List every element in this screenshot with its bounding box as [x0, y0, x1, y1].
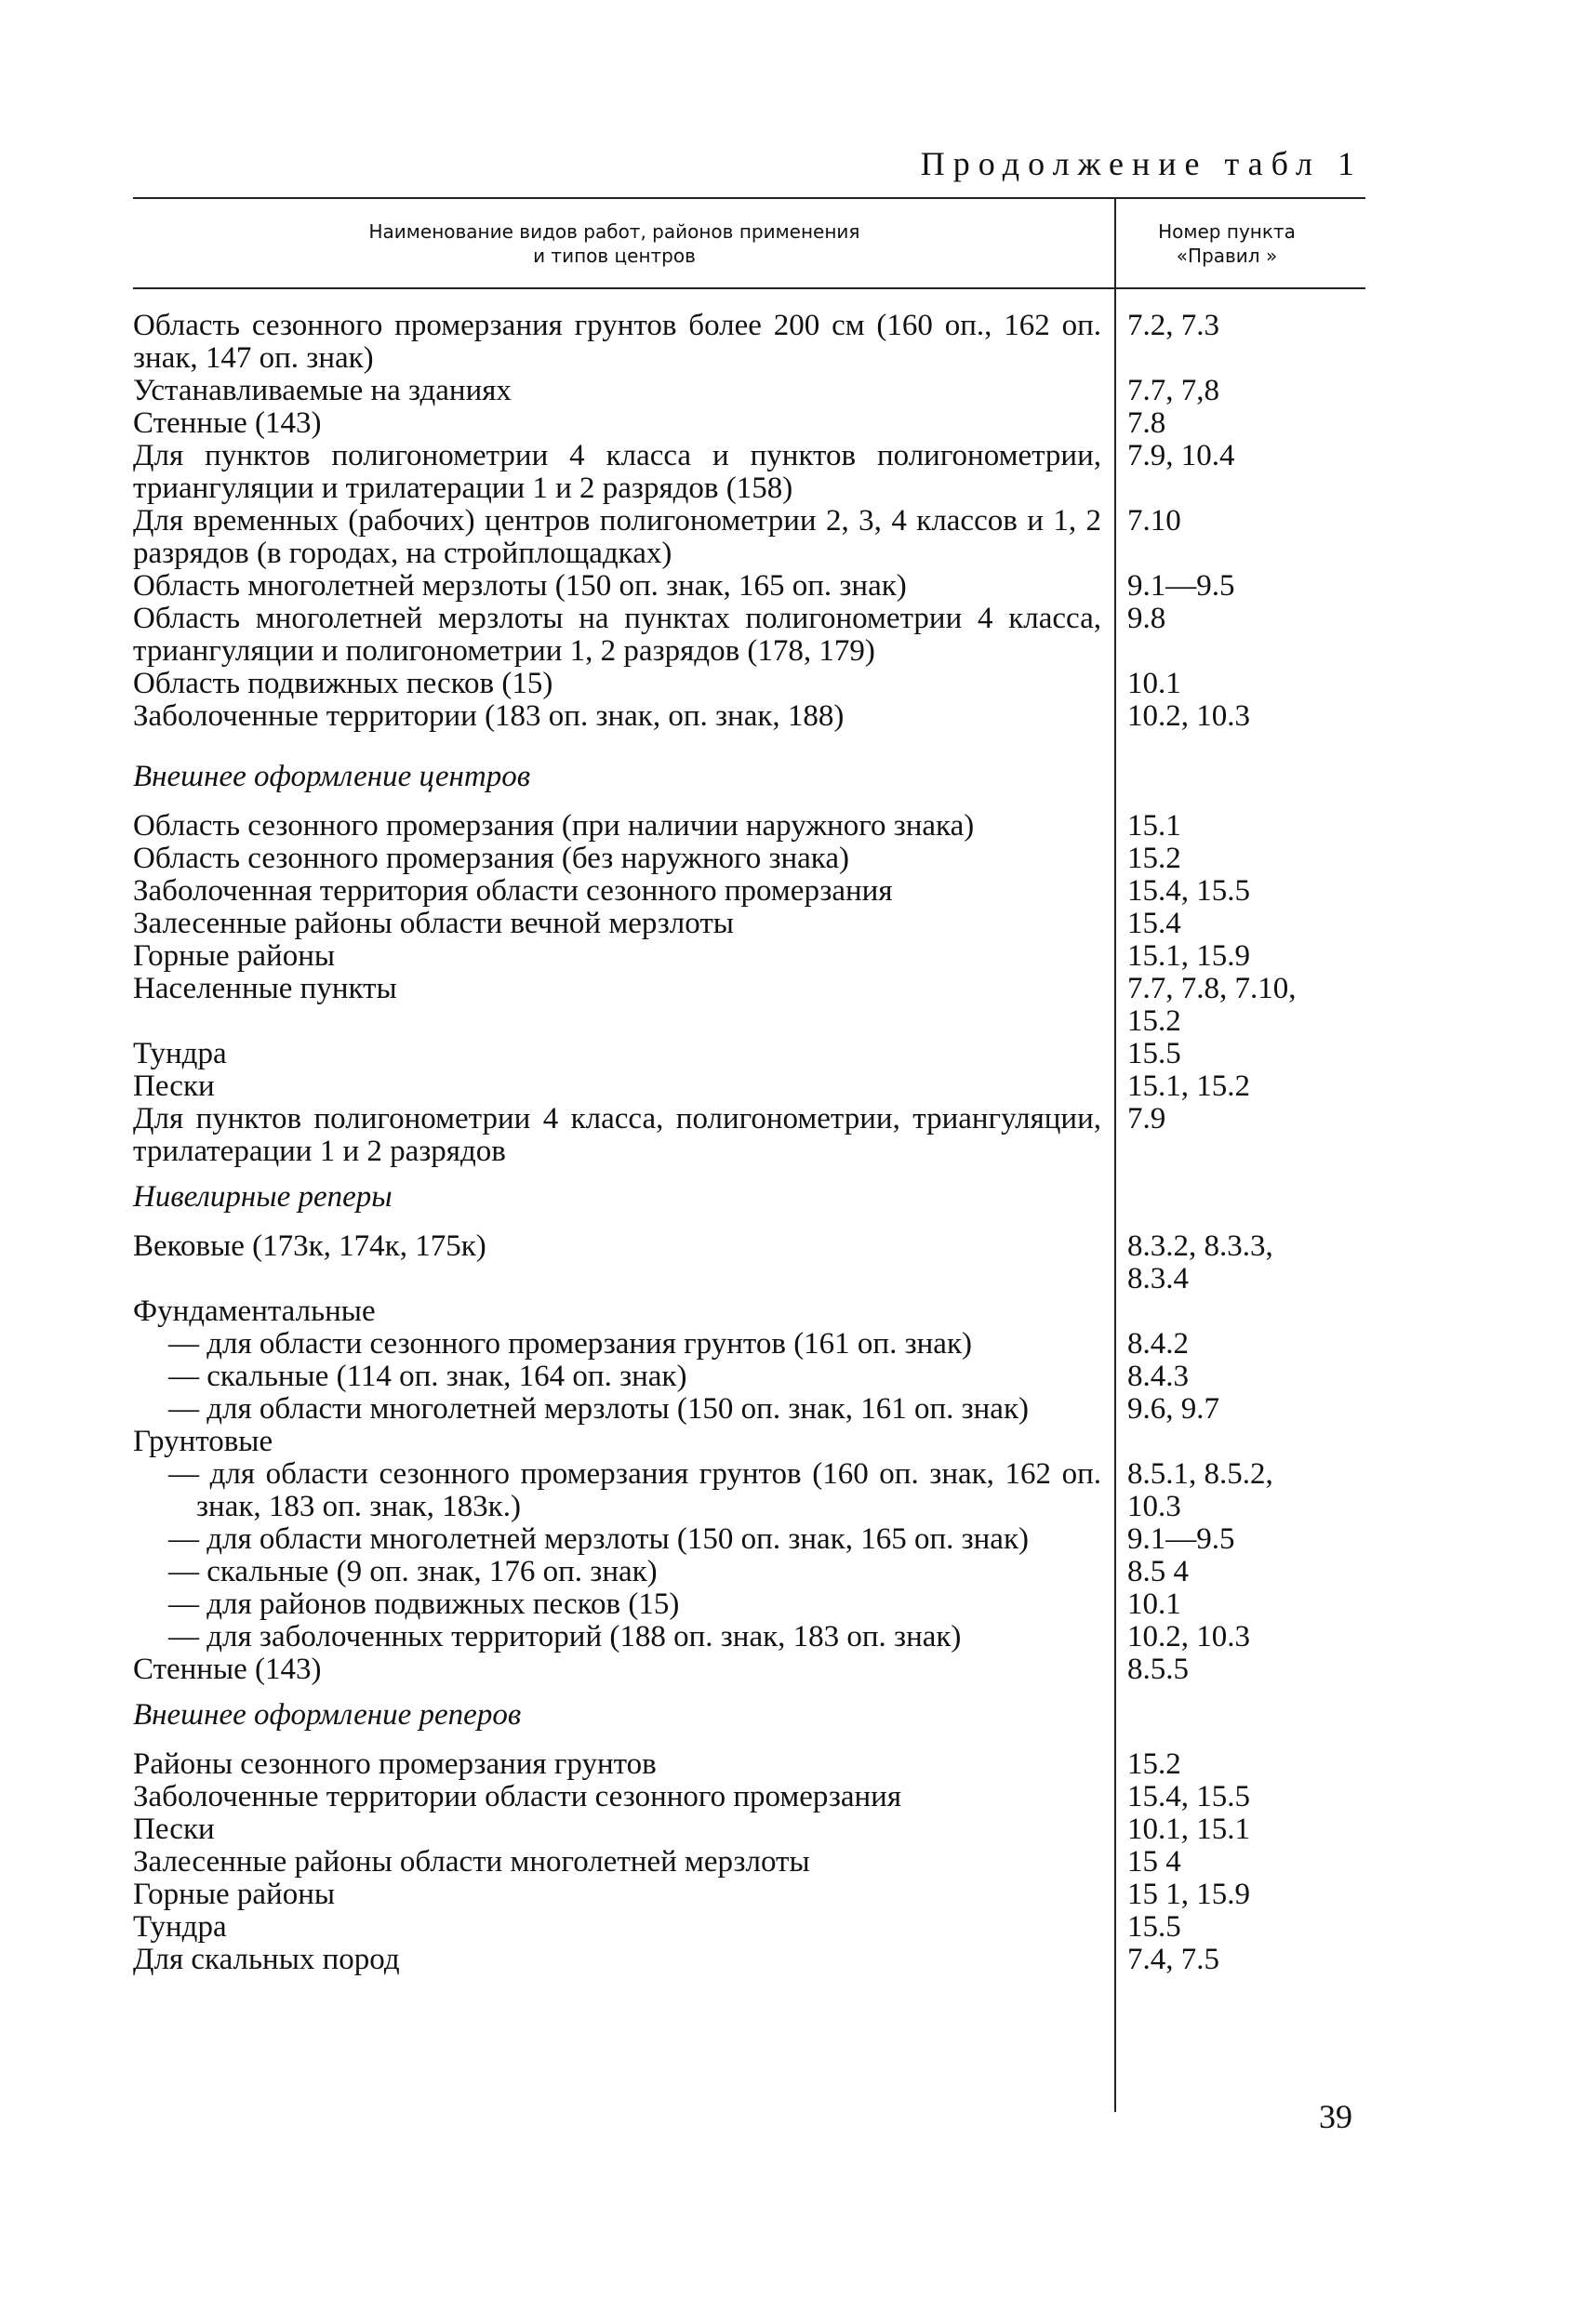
page-number: 39	[1319, 2098, 1352, 2135]
row-rule-number	[1114, 1168, 1365, 1230]
row-rule-number: 10.1	[1127, 667, 1181, 700]
table-row	[133, 1458, 1365, 1523]
table-row	[133, 1781, 1365, 1813]
table-row	[133, 603, 1365, 668]
row-rule-number: 9.8	[1127, 602, 1166, 635]
row-rule-number: 7.8	[1127, 406, 1166, 440]
table-section-heading	[133, 733, 1365, 810]
row-rule-number: 9.1—9.5	[1127, 1522, 1235, 1556]
table-row	[133, 700, 1365, 733]
row-rule-number: 8.4.2	[1127, 1327, 1189, 1361]
table-row	[133, 1846, 1365, 1879]
table-row	[133, 1911, 1365, 1944]
row-description: Область многолетней мерзлоты (150 оп. знак, 165 оп. знак)	[133, 569, 907, 603]
row-rule-number: 15.4, 15.5	[1127, 1780, 1250, 1813]
row-description: — для области сезонного промерзания грунтов (160 оп. знак, 162 оп. знак, 183 оп. знак, 183к.)	[168, 1457, 1101, 1523]
row-rule-number	[1114, 1426, 1365, 1458]
table-header	[133, 199, 1365, 287]
table-section-heading	[133, 1686, 1365, 1748]
row-rule-number	[1114, 1295, 1365, 1328]
row-rule-number: 15 4	[1127, 1845, 1181, 1879]
row-description: Область сезонного промерзания (при наличии наружного знака)	[133, 809, 975, 843]
row-description: — скальные (9 оп. знак, 176 оп. знак)	[168, 1555, 658, 1588]
row-rule-number: 15.4, 15.5	[1127, 874, 1250, 908]
row-rule-number: 10.2, 10.3	[1127, 699, 1250, 733]
table-row	[133, 1230, 1365, 1295]
row-description: Стенные (143)	[133, 1653, 322, 1686]
row-description: Залесенные районы области вечной мерзлоты	[133, 907, 734, 940]
row-rule-number: 9.1—9.5	[1127, 569, 1235, 603]
row-description: — для области сезонного промерзания грунтов (161 оп. знак)	[168, 1327, 972, 1361]
row-description: — для районов подвижных песков (15)	[168, 1587, 680, 1621]
row-description: Область сезонного промерзания (без наружного знака)	[133, 842, 849, 875]
row-rule-number: 15.1, 15.9	[1127, 939, 1250, 973]
row-rule-number: 10.2, 10.3	[1127, 1620, 1250, 1653]
table-row	[133, 1621, 1365, 1653]
row-rule-number: 10.1, 15.1	[1127, 1813, 1250, 1846]
table-continuation-label: Продолжение табл 1	[920, 145, 1363, 182]
table-row	[133, 505, 1365, 570]
row-description: Горные районы	[133, 1878, 336, 1911]
row-rule-number: 8.5 4	[1127, 1555, 1189, 1588]
row-rule-number: 7.4, 7.5	[1127, 1943, 1219, 1976]
row-description: Устанавливаемые на зданиях	[133, 374, 512, 407]
row-description: Населенные пункты	[133, 972, 397, 1005]
table-row	[133, 1038, 1365, 1070]
row-description: Заболоченные территории области сезонного промерзания	[133, 1780, 901, 1813]
row-rule-number: 15 1, 15.9	[1127, 1878, 1250, 1911]
table-row	[133, 1426, 1365, 1458]
table-row	[133, 440, 1365, 505]
row-description: Фундаментальные	[133, 1295, 376, 1328]
row-description: Нивелирные реперы	[133, 1180, 393, 1214]
row-description: Для пунктов полигонометрии 4 класса и пунктов полигонометрии, триангуляции и трилатерации 1 и 2 разрядов (158)	[133, 439, 1101, 505]
row-description: Для пунктов полигонометрии 4 класса, полигонометрии, триангуляции, трилатерации 1 и 2 разрядов	[133, 1102, 1101, 1168]
table-row	[133, 1588, 1365, 1621]
row-rule-number: 15.5	[1127, 1910, 1181, 1944]
row-description: Стенные (143)	[133, 406, 322, 440]
row-description: Залесенные районы области многолетней мерзлоты	[133, 1845, 810, 1879]
table-row	[133, 1295, 1365, 1328]
table-row	[133, 1523, 1365, 1556]
row-rule-number: 7.9	[1127, 1102, 1166, 1135]
row-description: Тундра	[133, 1910, 227, 1944]
row-description: Пески	[133, 1069, 215, 1103]
row-rule-number: 8.3.2, 8.3.3, 8.3.4	[1127, 1229, 1273, 1295]
row-rule-number: 7.7, 7.8, 7.10, 15.2	[1127, 972, 1297, 1038]
row-description: Область многолетней мерзлоты на пунктах полигонометрии 4 класса, триангуляции и полигонометрии 1, 2 разрядов (178, 179)	[133, 602, 1101, 668]
table-row	[133, 1813, 1365, 1846]
row-description: Заболоченная территория области сезонного промерзания	[133, 874, 893, 908]
row-description: Для скальных пород	[133, 1943, 400, 1976]
table-row	[133, 1393, 1365, 1426]
row-rule-number: 15.1, 15.2	[1127, 1069, 1250, 1103]
table-row	[133, 843, 1365, 875]
row-description: — для области многолетней мерзлоты (150 оп. знак, 165 оп. знак)	[168, 1522, 1029, 1556]
row-rule-number: 8.5.5	[1127, 1653, 1189, 1686]
table-row	[133, 940, 1365, 973]
row-description: Внешнее оформление центров	[133, 760, 531, 793]
table-row	[133, 908, 1365, 940]
row-description: Вековые (173к, 174к, 175к)	[133, 1229, 486, 1263]
table-row	[133, 1879, 1365, 1911]
table-section-heading	[133, 1168, 1365, 1230]
table-row	[133, 1556, 1365, 1588]
table-row	[133, 810, 1365, 843]
table-row	[133, 407, 1365, 440]
table-row	[133, 973, 1365, 1038]
row-rule-number: 7.9, 10.4	[1127, 439, 1235, 472]
table-row	[133, 1070, 1365, 1103]
row-rule-number: 15.5	[1127, 1037, 1181, 1070]
row-rule-number: 8.5.1, 8.5.2, 10.3	[1127, 1457, 1273, 1523]
row-rule-number: 7.10	[1127, 504, 1181, 538]
row-description: Грунтовые	[133, 1425, 273, 1458]
column-header-rule-number: Номер пункта «Правил »	[1114, 199, 1365, 287]
row-description: Внешнее оформление реперов	[133, 1698, 522, 1732]
row-description: Пески	[133, 1813, 215, 1846]
row-description: Область сезонного промерзания грунтов более 200 см (160 оп., 162 оп. знак, 147 оп. знак)	[133, 309, 1101, 375]
row-rule-number: 7.7, 7,8	[1127, 374, 1219, 407]
table-row	[133, 375, 1365, 407]
row-description: — для заболоченных территорий (188 оп. знак, 183 оп. знак)	[168, 1620, 962, 1653]
table-row	[133, 1103, 1365, 1168]
table-body	[133, 289, 1365, 1976]
table-row	[133, 1944, 1365, 1976]
row-description: Область подвижных песков (15)	[133, 667, 553, 700]
column-header-work-types: Наименование видов работ, районов применения и типов центров	[368, 219, 860, 267]
table-row	[133, 1653, 1365, 1686]
row-description: Тундра	[133, 1037, 227, 1070]
table-row	[133, 310, 1365, 375]
table-row	[133, 1328, 1365, 1361]
row-rule-number: 15.1	[1127, 809, 1181, 843]
row-description: — скальные (114 оп. знак, 164 оп. знак)	[168, 1360, 687, 1393]
table-row	[133, 668, 1365, 700]
table-row	[133, 1361, 1365, 1393]
row-rule-number: 15.4	[1127, 907, 1181, 940]
row-description: Горные районы	[133, 939, 336, 973]
reference-table	[133, 197, 1365, 1976]
row-description: Для временных (рабочих) центров полигонометрии 2, 3, 4 классов и 1, 2 разрядов (в городах, на стройплощадках)	[133, 504, 1101, 570]
row-rule-number: 15.2	[1127, 842, 1181, 875]
row-description: Районы сезонного промерзания грунтов	[133, 1747, 657, 1781]
row-rule-number: 9.6, 9.7	[1127, 1392, 1219, 1426]
row-description: — для области многолетней мерзлоты (150 оп. знак, 161 оп. знак)	[168, 1392, 1029, 1426]
row-rule-number: 8.4.3	[1127, 1360, 1189, 1393]
row-rule-number	[1114, 733, 1365, 810]
table-row	[133, 1748, 1365, 1781]
row-rule-number: 10.1	[1127, 1587, 1181, 1621]
row-rule-number	[1114, 1686, 1365, 1748]
table-row	[133, 570, 1365, 603]
row-description: Заболоченные территории (183 оп. знак, оп. знак, 188)	[133, 699, 845, 733]
row-rule-number: 7.2, 7.3	[1127, 309, 1219, 342]
table-row	[133, 875, 1365, 908]
row-rule-number: 15.2	[1127, 1747, 1181, 1781]
